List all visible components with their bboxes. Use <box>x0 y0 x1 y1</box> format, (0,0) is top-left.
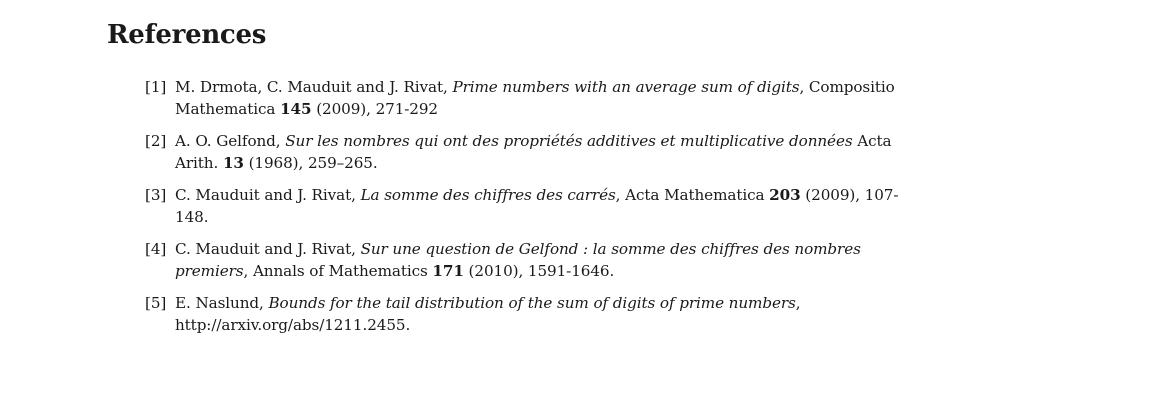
reference-volume: 171 <box>432 262 464 280</box>
reference-authors: C. Mauduit and J. Rivat, <box>175 186 361 204</box>
reference-label: [3] <box>145 186 167 204</box>
reference-year-pages: (1968), 259–265. <box>243 154 378 172</box>
reference-label: [5] <box>145 294 167 312</box>
reference-title: Prime numbers with an average sum of digits <box>452 78 800 96</box>
reference-volume: 203 <box>769 186 801 204</box>
reference-venue: , Annals of Mathematics <box>243 262 433 280</box>
reference-volume: 145 <box>280 100 312 118</box>
reference-item <box>145 292 925 336</box>
reference-authors: M. Drmota, C. Mauduit and J. Rivat, <box>175 78 453 96</box>
reference-venue: , Compositio Mathematica <box>175 78 895 118</box>
reference-item <box>145 76 925 120</box>
reference-title: La somme des chiffres des carrés <box>360 186 616 204</box>
reference-authors: C. Mauduit and J. Rivat, <box>175 240 361 258</box>
reference-title: Sur les nombres qui ont des propriétés additives et multiplicative données <box>285 132 853 150</box>
reference-year-pages: (2010), 1591-1646. <box>463 262 615 280</box>
reference-authors: A. O. Gelfond, <box>175 132 286 150</box>
reference-title: Bounds for the tail distribution of the sum of digits of prime numbers <box>268 294 796 312</box>
reference-label: [1] <box>145 78 167 96</box>
reference-list <box>145 76 925 346</box>
reference-venue: , Acta Mathematica <box>615 186 770 204</box>
reference-volume: 13 <box>222 154 244 172</box>
reference-year-pages: (2009), 107-148. <box>175 186 899 226</box>
reference-label: [2] <box>145 132 167 150</box>
reference-link: , http://arxiv.org/abs/1211.2455. <box>175 294 801 334</box>
reference-item <box>145 184 925 228</box>
reference-venue: Acta Arith. <box>175 132 892 172</box>
reference-authors: E. Naslund, <box>175 294 269 312</box>
reference-title: Sur une question de Gelfond : la somme des chiffres des nombres premiers <box>175 240 861 280</box>
reference-label: [4] <box>145 240 167 258</box>
reference-item <box>145 130 925 174</box>
section-title: References <box>107 20 267 50</box>
reference-year-pages: (2009), 271-292 <box>311 100 438 118</box>
reference-item <box>145 238 925 282</box>
